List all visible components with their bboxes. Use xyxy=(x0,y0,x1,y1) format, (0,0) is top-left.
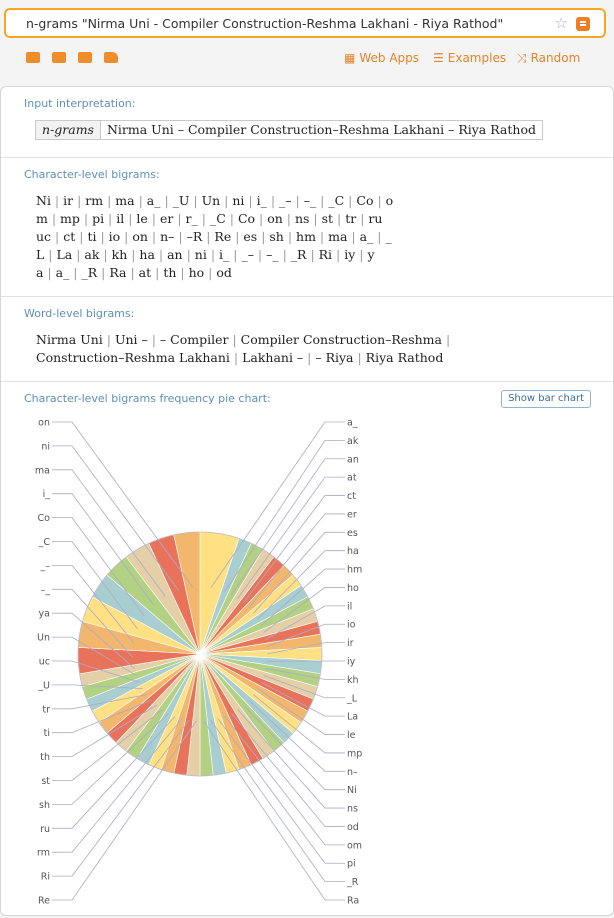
bigram-token: Compiler Construction–Reshma xyxy=(241,332,442,347)
bigram-token: o xyxy=(386,193,394,208)
bigram-token: le xyxy=(136,211,147,226)
separator: | xyxy=(231,229,243,244)
separator: | xyxy=(189,193,201,208)
bigram-token: – Compiler xyxy=(160,332,229,347)
bigram-token: io xyxy=(109,229,121,244)
search-input[interactable]: n-grams "Nirma Uni - Compiler Construction-Reshma Lakhani - Riya Rathod" xyxy=(26,16,503,31)
separator: | xyxy=(174,229,186,244)
bigram-line xyxy=(36,265,232,280)
separator: | xyxy=(220,193,232,208)
separator: | xyxy=(176,265,188,280)
bigram-token: Ni xyxy=(36,193,51,208)
bigram-token: od xyxy=(216,265,232,280)
bigram-token: _U xyxy=(173,193,190,208)
separator: | xyxy=(160,193,172,208)
pie-slice-label: ak xyxy=(347,436,359,447)
pie-slice-label: at xyxy=(347,473,357,484)
pie-slice-label: th xyxy=(40,752,50,763)
search-bar[interactable] xyxy=(4,8,606,38)
separator: | xyxy=(151,265,163,280)
bigram-token: _ xyxy=(385,229,391,244)
pie-slice-label: io xyxy=(347,620,356,631)
bigram-token: iy xyxy=(344,247,355,262)
separator: | xyxy=(99,247,111,262)
separator: | xyxy=(75,229,87,244)
separator: | xyxy=(347,229,359,244)
bigram-token: _C xyxy=(328,193,344,208)
bigram-token: Riya Rathod xyxy=(366,350,444,365)
separator: | xyxy=(244,193,256,208)
bigram-token: Co xyxy=(356,193,373,208)
bigram-line xyxy=(36,211,382,226)
stop-icon[interactable] xyxy=(576,17,590,31)
pie-slice-label: hm xyxy=(347,565,362,576)
separator: | xyxy=(356,211,368,226)
bigram-token: ti xyxy=(87,229,96,244)
pie-slice-label: ma xyxy=(35,465,50,476)
separator: | xyxy=(51,229,63,244)
separator: | xyxy=(283,211,295,226)
separator: | xyxy=(292,193,304,208)
pie-slice-label: ni xyxy=(41,441,50,452)
star-icon[interactable]: ☆ xyxy=(555,14,568,32)
separator: | xyxy=(120,229,132,244)
results-card xyxy=(0,86,614,916)
pie-slice-label: ru xyxy=(40,824,50,835)
separator: | xyxy=(135,193,147,208)
separator: | xyxy=(306,247,318,262)
bigram-token: ak xyxy=(84,247,99,262)
pie-slice-label: ha xyxy=(347,546,359,557)
separator: | xyxy=(127,265,139,280)
bigram-token: _– xyxy=(279,193,292,208)
separator: | xyxy=(198,211,210,226)
bigram-token: i_ xyxy=(219,247,229,262)
separator: | xyxy=(355,247,367,262)
pie-slice-label: ct xyxy=(347,491,356,502)
bigram-token: La xyxy=(56,247,72,262)
bigram-token: hm xyxy=(296,229,316,244)
random-link[interactable]: ⤨ Random xyxy=(517,51,580,66)
chart-title: Character-level bigrams frequency pie chart: xyxy=(24,392,271,405)
separator: | xyxy=(103,332,115,347)
interpretation-pod xyxy=(1,87,613,157)
word-bigrams-title: Word-level bigrams: xyxy=(24,307,134,320)
separator: | xyxy=(373,193,385,208)
separator: | xyxy=(148,332,160,347)
bigram-token: kh xyxy=(112,247,128,262)
separator: | xyxy=(279,247,291,262)
bigram-token: a_ xyxy=(360,229,374,244)
bigram-token: on xyxy=(267,211,283,226)
pie-slice-label: ya xyxy=(39,609,50,620)
pie-slice-label: om xyxy=(347,840,362,851)
separator: | xyxy=(173,211,185,226)
separator: | xyxy=(442,332,450,347)
bigram-token: Ri xyxy=(319,247,332,262)
pie-slice-label: a_ xyxy=(347,418,358,429)
bigram-token: ho xyxy=(189,265,205,280)
pie-slice-label: le xyxy=(347,730,356,741)
separator: | xyxy=(96,229,108,244)
bigram-token: y xyxy=(367,247,374,262)
chart-pod xyxy=(1,381,613,918)
interpretation-value: Nirma Uni – Compiler Construction–Reshma Lakhani – Riya Rathod xyxy=(101,121,542,139)
separator: | xyxy=(230,350,242,365)
bigram-token: pi xyxy=(92,211,104,226)
pie-slice-label: kh xyxy=(347,675,359,686)
bigram-token: th xyxy=(163,265,176,280)
pie-slice-label: Co xyxy=(38,513,51,524)
show-bar-chart-button[interactable]: Show bar chart xyxy=(501,390,591,408)
separator: | xyxy=(155,247,167,262)
bigram-token: Ra xyxy=(109,265,126,280)
pie-slice-label: er xyxy=(347,509,357,520)
bigram-token: Nirma Uni xyxy=(36,332,103,347)
bigram-token: r_ xyxy=(186,211,198,226)
bigram-token: ni xyxy=(195,247,207,262)
separator: | xyxy=(104,211,116,226)
bigram-token: n– xyxy=(160,229,174,244)
pie-slice-label: ns xyxy=(347,804,358,815)
bigram-token: at xyxy=(139,265,151,280)
char-bigrams-pod xyxy=(1,157,613,297)
bigram-line xyxy=(36,193,393,208)
bigram-token: –_ xyxy=(266,247,279,262)
bigram-token: i_ xyxy=(257,193,267,208)
pie-slice-label: Ra xyxy=(347,896,359,907)
interpretation-keyword: n-grams xyxy=(36,121,101,139)
separator: | xyxy=(255,211,267,226)
separator: | xyxy=(183,247,195,262)
bigram-token: il xyxy=(116,211,124,226)
folder-icon[interactable] xyxy=(104,52,118,63)
interpretation-title: Input interpretation: xyxy=(24,97,135,110)
pie-slice-label: an xyxy=(347,454,359,465)
pie-slice-label: pi xyxy=(347,859,356,870)
pie-slice-label: st xyxy=(41,776,50,787)
separator: | xyxy=(148,211,160,226)
pie-slice-label: _– xyxy=(40,561,51,572)
bigram-token: –_ xyxy=(304,193,317,208)
examples-link[interactable]: ☰ Examples xyxy=(433,51,506,65)
bigram-token: Co xyxy=(238,211,255,226)
pie-slice-label: –_ xyxy=(41,585,51,596)
pie-slice-label: on xyxy=(38,418,50,429)
separator: | xyxy=(354,350,366,365)
bigram-token: ns xyxy=(295,211,309,226)
pie-slice-label: _L xyxy=(346,693,358,704)
bigram-token: rm xyxy=(85,193,103,208)
bigram-token: ru xyxy=(368,211,382,226)
separator: | xyxy=(43,265,55,280)
separator: | xyxy=(51,193,63,208)
separator: | xyxy=(97,265,109,280)
bigram-token: sh xyxy=(269,229,283,244)
pie-slice-label: rm xyxy=(37,848,50,859)
list-icon: ☰ xyxy=(433,51,444,65)
bigram-token: a_ xyxy=(147,193,161,208)
separator: | xyxy=(127,247,139,262)
bigram-token: es xyxy=(243,229,257,244)
pie-slice-label: es xyxy=(347,528,358,539)
bigram-line xyxy=(36,229,392,244)
separator: | xyxy=(69,265,81,280)
separator: | xyxy=(124,211,136,226)
toolbar xyxy=(0,48,614,70)
table-icon[interactable] xyxy=(78,52,92,63)
separator: | xyxy=(73,193,85,208)
pie-slice-label: Re xyxy=(38,896,50,907)
pie-slice-label: ho xyxy=(347,583,359,594)
bigram-token: _R xyxy=(291,247,307,262)
bigram-token: mp xyxy=(60,211,80,226)
bigram-token: L xyxy=(36,247,44,262)
pie-slice-label: tr xyxy=(42,704,50,715)
bigram-token: –R xyxy=(187,229,203,244)
separator: | xyxy=(148,229,160,244)
pie-slice-label: ti xyxy=(44,728,50,739)
bigram-token: st xyxy=(322,211,333,226)
shuffle-icon: ⤨ xyxy=(517,51,527,65)
separator: | xyxy=(254,247,266,262)
bigram-token: an xyxy=(167,247,183,262)
bigram-token: tr xyxy=(345,211,356,226)
separator: | xyxy=(316,193,328,208)
bigram-token: ma xyxy=(328,229,347,244)
bigram-token: ct xyxy=(63,229,75,244)
bigram-token: a_ xyxy=(56,265,70,280)
bigram-token: uc xyxy=(36,229,51,244)
bigram-line xyxy=(36,247,375,262)
word-bigrams-pod xyxy=(1,296,613,382)
bigram-token: Uni – xyxy=(115,332,148,347)
web-apps-link[interactable]: ▦ Web Apps xyxy=(344,51,419,65)
pie-slice-label: n– xyxy=(347,767,358,778)
pie-slice-label: mp xyxy=(347,748,362,759)
bigram-token: _R xyxy=(82,265,98,280)
bigram-token: Construction–Reshma Lakhani xyxy=(36,350,230,365)
separator: | xyxy=(229,247,241,262)
bigram-token: ni xyxy=(232,193,244,208)
bigram-line xyxy=(36,332,450,347)
separator: | xyxy=(344,193,356,208)
pie-slice-label: ir xyxy=(347,638,354,649)
bigram-token: m xyxy=(36,211,48,226)
pie-slice-label: La xyxy=(347,712,358,723)
pie-slice-label: _R xyxy=(346,877,359,888)
separator: | xyxy=(333,211,345,226)
bigram-token: a xyxy=(36,265,43,280)
bigram-token: ir xyxy=(63,193,73,208)
separator: | xyxy=(373,229,385,244)
pie-slice-label: od xyxy=(347,822,359,833)
bigram-line xyxy=(36,350,443,365)
bigram-token: _C xyxy=(210,211,226,226)
pie-slice-label: sh xyxy=(39,800,50,811)
grid-icon: ▦ xyxy=(344,51,355,65)
separator: | xyxy=(207,247,219,262)
bigram-token: Un xyxy=(202,193,221,208)
bigram-token: – Riya xyxy=(315,350,353,365)
pie-slice-label: _U xyxy=(37,680,50,691)
bigram-token: Re xyxy=(214,229,231,244)
pie-slice-label: Ri xyxy=(41,872,50,883)
separator: | xyxy=(309,211,321,226)
separator: | xyxy=(284,229,296,244)
separator: | xyxy=(316,229,328,244)
separator: | xyxy=(257,229,269,244)
separator: | xyxy=(332,247,344,262)
separator: | xyxy=(303,350,315,365)
bigram-token: _– xyxy=(241,247,254,262)
separator: | xyxy=(103,193,115,208)
separator: | xyxy=(204,265,216,280)
separator: | xyxy=(267,193,279,208)
separator: | xyxy=(72,247,84,262)
bigram-token: er xyxy=(160,211,173,226)
separator: | xyxy=(44,247,56,262)
separator: | xyxy=(48,211,60,226)
bigram-token: Lakhani – xyxy=(242,350,303,365)
pie-slice-label: uc xyxy=(39,657,50,668)
keyboard-icon[interactable] xyxy=(26,52,40,63)
bigram-token: on xyxy=(132,229,148,244)
pie-slice-label: i_ xyxy=(43,489,51,500)
bigram-token: ha xyxy=(139,247,155,262)
pie-slice-label: Un xyxy=(37,633,50,644)
char-bigrams-title: Character-level bigrams: xyxy=(24,168,160,181)
separator: | xyxy=(202,229,214,244)
separator: | xyxy=(226,211,238,226)
camera-icon[interactable] xyxy=(52,52,66,63)
pie-slice-label: _C xyxy=(38,537,51,548)
pie-slice-label: il xyxy=(347,601,352,612)
pie-slice-label: iy xyxy=(347,657,356,668)
pie-slice-label: Ni xyxy=(347,785,357,796)
bigram-token: ma xyxy=(115,193,134,208)
separator: | xyxy=(228,332,240,347)
interpretation-box xyxy=(35,120,543,140)
separator: | xyxy=(80,211,92,226)
